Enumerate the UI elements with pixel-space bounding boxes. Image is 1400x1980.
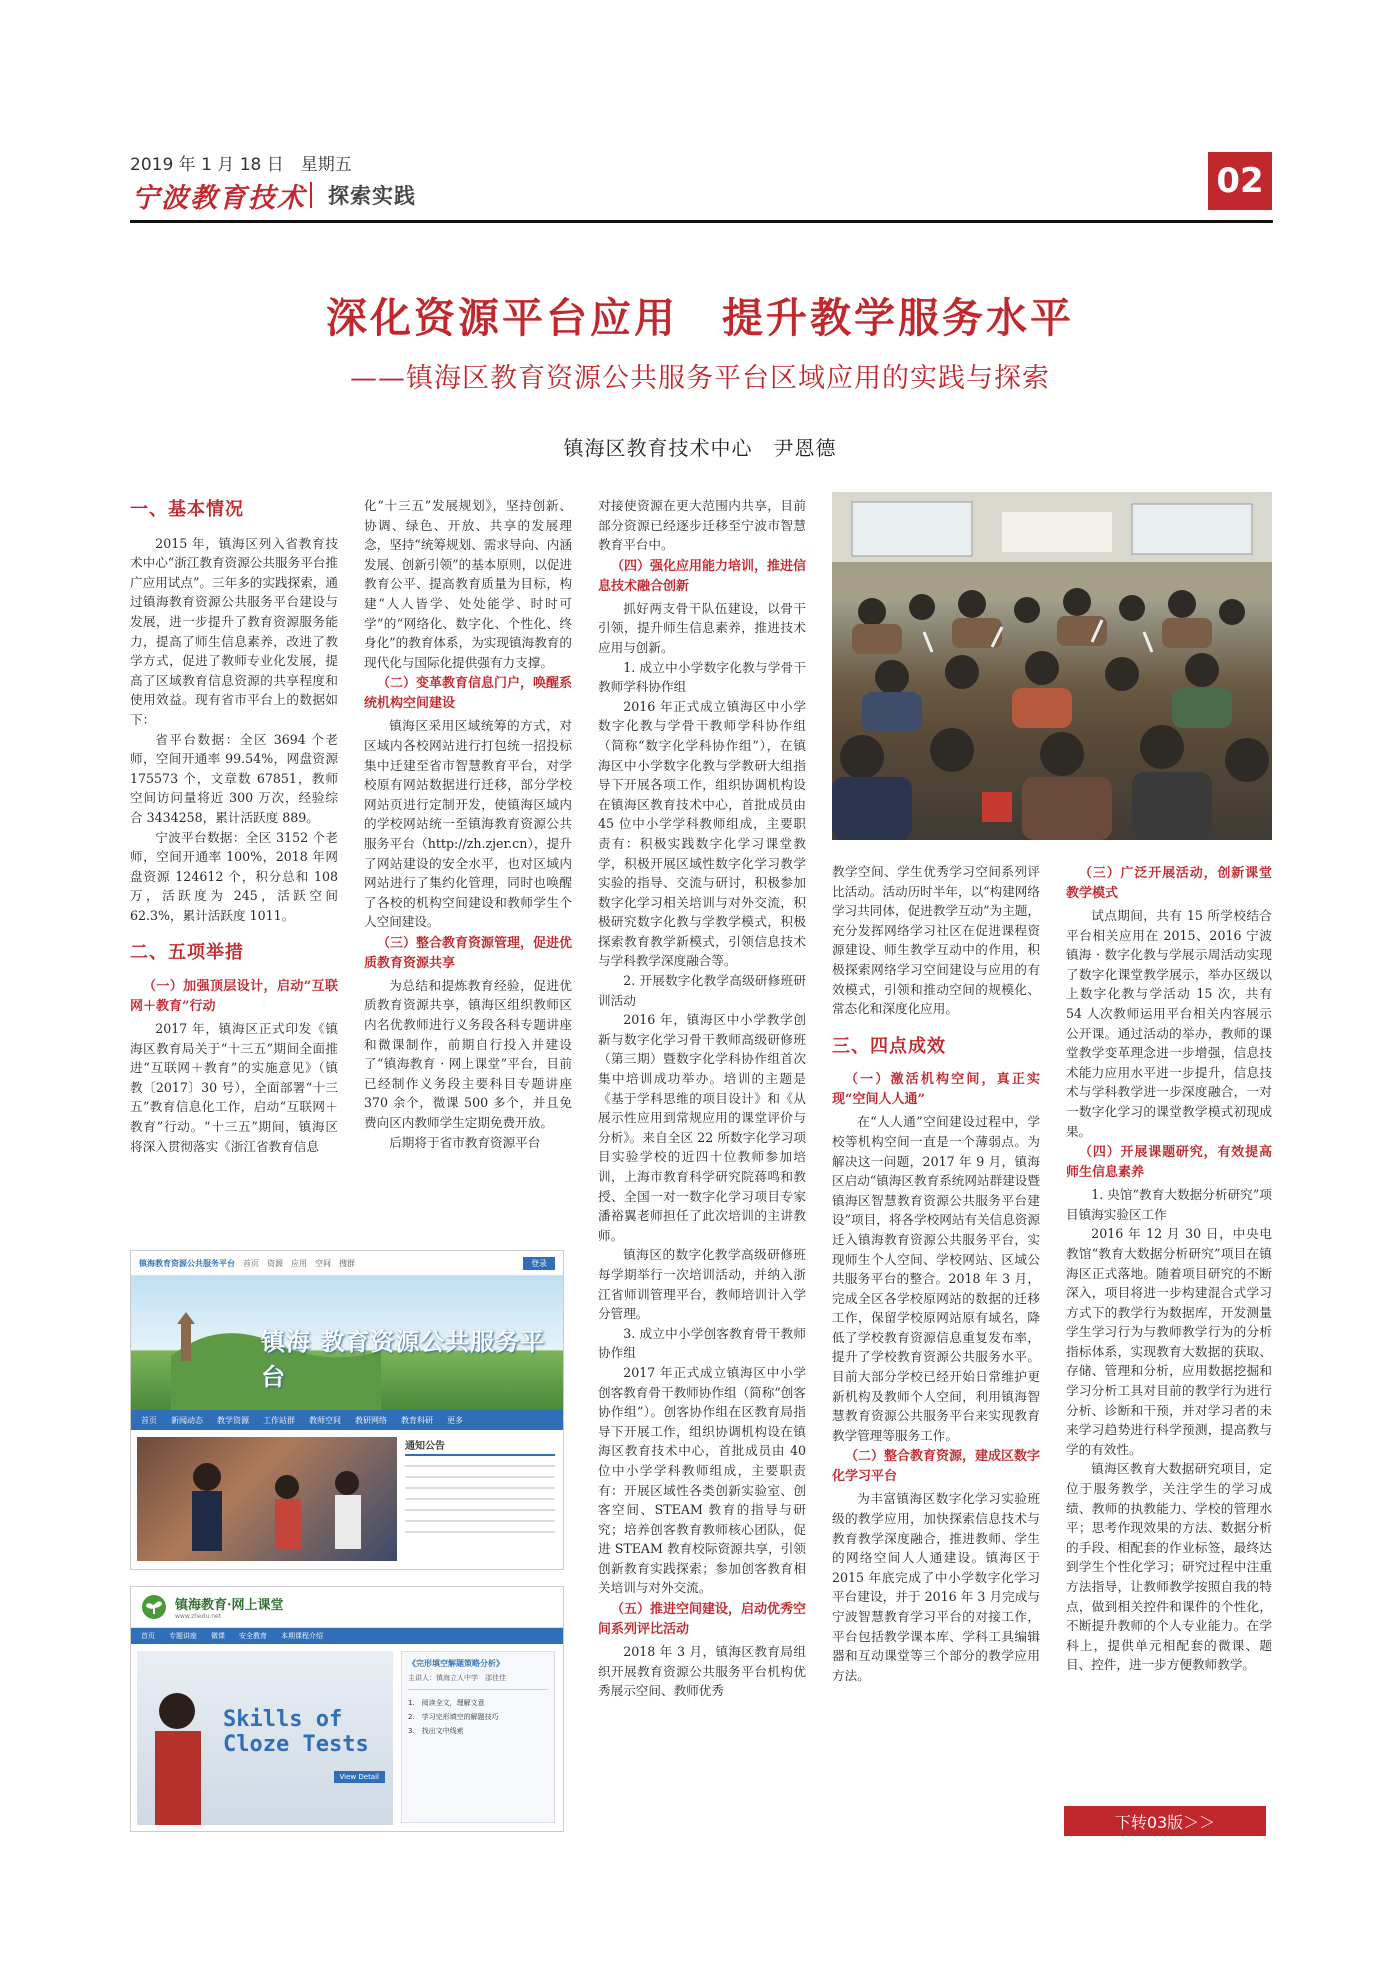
online-class-screenshot [130, 1586, 564, 1832]
notice-line[interactable] [405, 1520, 555, 1522]
course-title: 《完形填空解题策略分析》 [408, 1659, 504, 1668]
class-menu-item[interactable]: 本期课程介绍 [281, 1632, 323, 1640]
header-rule [130, 220, 1273, 223]
column-2 [364, 496, 572, 1152]
slide-title: Skills of Cloze Tests [223, 1707, 369, 1757]
subheading: （二）变革教育信息门户，唤醒系统机构空间建设 [364, 676, 573, 712]
paragraph: 在“人人通”空间建设过程中，学校等机构空间一直是一个薄弱点。为解决这一问题，2017 年 9 月，镇海区启动“镇海区教育系统网站群建设暨镇海区智慧教育资源公共服务平台建设”项目，将各学校网站有关信息资源迁入镇海教育资源公共服务平台，实现师生个人空间、学校网站、区域公共服务平台的整合。2018 年 3 月，完成全区各学校原网站的数据的迁移工作，保留学校原网站原有域名，降低了学校教育资源信息重复发布率，提升了学校教育资源公共服务水平。目前大部分学校已经开始日常维护更新机构及教师个人空间，利用镇海智慧教育资源公共服务平台来实现教育教学管理等服务工作。 [832, 1114, 1040, 1443]
portal-nav-item[interactable]: 应用 [291, 1258, 307, 1268]
page-number: 02 [1208, 152, 1272, 210]
portal-menu-item[interactable]: 新闻动态 [171, 1415, 203, 1425]
paragraph: 对接使资源在更大范围内共享，目前部分资源已经逐步迁移至宁波市智慧教育平台中。 [598, 498, 806, 553]
news-photo [137, 1437, 397, 1561]
portal-topbar [131, 1251, 563, 1276]
portal-menu-item[interactable]: 教研网络 [355, 1415, 387, 1425]
portal-name: 镇海教育资源公共服务平台 [139, 1258, 235, 1268]
portal-menu-item[interactable]: 更多 [447, 1415, 463, 1425]
paragraph: 试点期间，共有 15 所学校结合平台相关应用在 2015、2016 宁波镇海 · 数字化教与学展示周活动实现了数字化课堂教学展示，举办区级以上数字化教与学活动 15 次，共有 54 人次教师运用平台相关内容展示公开课。通过活动的举办，教师的课堂教学变革理念进一步增强，信息技术能力应用水平进一步提升，信息技术与学科教学进一步深度融合，一对一数字化学习的课堂教学模式初现成果。 [1066, 908, 1272, 1139]
class-menu-item[interactable]: 首页 [141, 1632, 155, 1640]
class-menu-item[interactable]: 专题讲座 [169, 1632, 197, 1640]
article-title: 深化资源平台应用 提升教学服务水平 [326, 294, 1074, 342]
heading-four-results: 三、四点成效 [832, 1035, 946, 1057]
paragraph: 教学空间、学生优秀学习空间系列评比活动。活动历时半年，以“构建网络学习共同体，促进教学互动”为主题，充分发挥网络学习社区在促进课程资源建设、师生教学互动中的作用，积极探索网络学习空间建设与应用的有效模式，引领和推动空间的规模化、常态化和深度化应用。 [832, 864, 1040, 1017]
newspaper-logo: 宁波教育技术 [132, 183, 306, 214]
class-menu-item[interactable]: 安全教育 [239, 1632, 267, 1640]
issue-date: 2019 年 1 月 18 日 星期五 [130, 155, 352, 175]
paragraph: 镇海区教育大数据研究项目，定位于服务教学，关注学生的学习成绩、教师的执教能力、学校的管理水平；思考作现效果的方法、数据分析的手段、相配套的作业标签，最终达到学生个性化学习；研究过程中注重方法指导，让教师教学按照自我的特点，做到相关控件和课件的个性化，不断提升教师的个人专业能力。在学科上，提供单元相配套的微课、题目、控件，进一步方便教师教学。 [1066, 1461, 1272, 1673]
portal-screenshot [130, 1250, 564, 1570]
notice-line[interactable] [405, 1509, 555, 1511]
paragraph: 2017 年正式成立镇海区中小学创客教育骨干教师协作组（简称“创客协作组”）。创客协作组在区教育局指导下开展工作，组织协调机构设在镇海区教育技术中心，首批成员由 40 位中小学学科教师组成，主要职责有：开展区域性各类创新实验室、创客空间、STEAM 教育的指导与研究；培养创客教育教师核心团队，促进 STEAM 教育校际资源共享，引领创新教育实践探索；参加创客教育相关培训与对外交流。 [598, 1364, 806, 1596]
portal-menu-item[interactable]: 工作站群 [263, 1415, 295, 1425]
paragraph: 1. 央馆“教育大数据分析研究”项目镇海实验区工作 [1066, 1187, 1272, 1222]
notice-title: 通知公告 [405, 1437, 555, 1456]
paragraph: 2016 年 12 月 30 日，中央电教馆“教育大数据分析研究”项目在镇海区正式落地。随着项目研究的不断深入，项目将进一步构建混合式学习方式下的教学行为数据库，开发测量学生学习行为与教师教学行为的分析指标体系，实现教育大数据的获取、存储、管理和分析，应用数据挖掘和学习分析工具对目前的教学行为进行分析、诊断和干预，并对学习者的未来学习趋势进行科学预测，提高教与学的有效性。 [1066, 1226, 1272, 1457]
view-detail-badge[interactable]: View Detail [334, 1771, 385, 1783]
paragraph: 2016 年正式成立镇海区中小学数字化教与学骨干教师学科协作组（简称“数字化学科协作组”），在镇海区中小学数字化教与学教研大组指导下开展各项工作，组织协调机构设在镇海区教育技术中心，首批成员由 45 位中小学学科教师组成，主要职责有：积极实践数字化学习课堂教学，积极开展区域性数字化学习教学实验的指导、交流与研讨，积极参加数字化学习相关培训与对外交流，积极研究数字化教与学教学模式，积极探索教育教学新模式，引领信息技术与学科教学深度融合等。 [598, 698, 806, 969]
paragraph: 2018 年 3 月，镇海区教育局组织开展教育资源公共服务平台机构优秀展示空间、教师优秀 [598, 1644, 806, 1699]
paragraph: 2016 年，镇海区中小学教学创新与数字化学习骨干教师高级研修班（第三期）暨数字化学科协作组首次集中培训成功举办。培训的主题是《基于学科思维的项目设计》和《从展示性应用到常规应用的课堂评价与分析》。来自全区 22 所数字化学习项目实验学校的近四十位教师参加培训，上海市教育科学研究院蒋鸣和教授、全国一对一数字化学习项目专家潘裕翼老师担任了此次培训的主讲教师。 [598, 1012, 806, 1243]
header-separator [310, 182, 312, 208]
portal-login-button[interactable]: 登录 [523, 1257, 555, 1270]
portal-banner [131, 1276, 563, 1410]
portal-nav-item[interactable]: 搜群 [339, 1258, 355, 1268]
notice-line[interactable] [405, 1476, 555, 1478]
course-panel [401, 1651, 555, 1823]
portal-menu-item[interactable]: 首页 [141, 1415, 157, 1425]
section-name: 探索实践 [328, 184, 416, 208]
sprout-logo-icon [141, 1594, 167, 1620]
column-3 [598, 496, 806, 1701]
notice-list [405, 1465, 555, 1533]
paragraph: 宁波平台数据：全区 3152 个老师，空间开通率 100%，2018 年网盘资源 124612 个，积分总和 108 万，活跃度为 245，活跃空间 62.3%，累计活跃度 1011。 [130, 829, 338, 923]
portal-nav-item[interactable]: 资源 [267, 1258, 283, 1268]
subheading: （一）加强顶层设计，启动“互联网＋教育”行动 [130, 979, 338, 1015]
classroom-photo [832, 492, 1272, 840]
column-1 [130, 496, 338, 1156]
portal-menu-item[interactable]: 教学资源 [217, 1415, 249, 1425]
notice-line[interactable] [405, 1487, 555, 1489]
column-5 [1066, 862, 1272, 1675]
portal-menu-item[interactable]: 教育科研 [401, 1415, 433, 1425]
portal-nav-item[interactable]: 首页 [243, 1258, 259, 1268]
paragraph: 2. 开展数字化教学高级研修班研训活动 [598, 973, 806, 1008]
class-site-url: www.zhedu.net [175, 1613, 222, 1620]
paragraph: 省平台数据：全区 3694 个老师，空间开通率 99.54%，网盘资源 175573 个，文章数 67851，教师空间访问量将近 300 万次，经验综合 3434258，累计活跃度 889。 [130, 731, 338, 825]
subheading: （四）开展课题研究，有效提高师生信息素养 [1066, 1145, 1272, 1181]
paragraph: 镇海区的数字化教学高级研修班每学期举行一次培训活动，并纳入浙江省师训管理平台，教师培训计入学分管理。 [598, 1247, 806, 1322]
subheading: （四）强化应用能力培训，推进信息技术融合创新 [598, 558, 807, 594]
paragraph: 为丰富镇海区数字化学习实验班级的教学应用，加快探索信息技术与教育教学深度融合，推进教师、学生的网络空间人人通建设。镇海区于 2015 年底完成了中小学数字化学习平台建设，并于 2016 年 3 月完成与宁波智慧教育学习平台的对接工作，平台包括教学课本库、学科工具编辑器和互动课堂等三个部分的教学应用方法。 [832, 1491, 1040, 1683]
portal-menu-item[interactable]: 教师空间 [309, 1415, 341, 1425]
video-player[interactable] [137, 1651, 393, 1825]
heading-five-measures: 二、五项举措 [130, 942, 244, 964]
course-outline-item: 2. 学习完形填空的解题技巧 [408, 1713, 499, 1721]
course-speaker: 主讲人：镇海立人中学 邵佳佳 [408, 1674, 506, 1682]
notice-line[interactable] [405, 1531, 555, 1533]
banner-title: 镇海 教育资源公共服务平台 [261, 1328, 546, 1391]
class-menu-item[interactable]: 微课 [211, 1632, 225, 1640]
portal-nav-item[interactable]: 空间 [315, 1258, 331, 1268]
article-author: 镇海区教育技术中心 尹恩德 [563, 436, 837, 460]
class-menu-bar [131, 1628, 563, 1644]
notice-line[interactable] [405, 1465, 555, 1467]
article-subtitle: ——镇海区教育资源公共服务平台区域应用的实践与探索 [350, 363, 1050, 394]
paragraph: 后期将于省市教育资源平台 [389, 1134, 541, 1150]
class-site-header [131, 1587, 563, 1628]
notice-line[interactable] [405, 1498, 555, 1500]
paragraph: 2015 年，镇海区列入省教育技术中心“浙江教育资源公共服务平台推广应用试点”。三年多的实践探索，通过镇海教育资源公共服务平台建设与发展，进一步提升了教育资源服务能力，提高了师生信息素养，改进了教学方式，促进了教师专业化发展，提高了区域教育信息资源的共享程度和使用效益。现有省市平台上的数据如下： [130, 535, 338, 727]
subheading: （二）整合教育资源，建成区数字化学习平台 [832, 1449, 1041, 1485]
course-outline-item: 3. 找出文中线索 [408, 1727, 464, 1735]
subheading: （三）广泛开展活动，创新课堂教学模式 [1066, 866, 1272, 901]
portal-menu-bar [131, 1410, 563, 1430]
notice-panel [405, 1437, 555, 1561]
paragraph: 镇海区采用区域统筹的方式，对区域内各校网站进行打包统一招投标集中迁建至省市智慧教育平台，对学校原有网站数据进行迁移，部分学校网站页进行定制开发，使镇海区域内的学校网站统一至镇海教育资源公共服务平台（http://zh.zjer.cn），提升了网站建设的安全水平，也对区域内网站进行了集约化管理，同时也唤醒了各校的机构空间建设和教师学生个人空间建设。 [364, 718, 572, 930]
course-outline [408, 1689, 548, 1738]
subheading: （一）激活机构空间，真正实现“空间人人通” [832, 1072, 1040, 1108]
classroom-scene [832, 492, 1272, 840]
news-photo-scene [137, 1437, 397, 1561]
paragraph: 为总结和提炼教育经验，促进优质教育资源共享，镇海区组织教师区内名优教师进行义务段各科专题讲座和微课制作，前期自行投入并建设了“镇海教育 · 网上课堂”平台，目前已经制作义务段主要科目专题讲座 370 余个，微课 500 多个，并且免费向区内教师学生定期免费开放。 [364, 977, 572, 1131]
paragraph: 化“十三五”发展规划》，坚持创新、协调、绿色、开放、共享的发展理念，坚持“统筹规划、需求导向、内涵发展、创新引领”的基本原则，以促进教育公平、提高教育质量为目标，构建“人人皆学、处处能学、时时可学”的“网络化、数字化、个性化、终身化”的教育体系，为实现镇海教育的现代化与国际化提供强有力支撑。 [364, 498, 572, 670]
column-4 [832, 862, 1040, 1685]
course-outline-item: 1. 阅读全文，理解文意 [408, 1699, 485, 1707]
subheading: （五）推进空间建设，启动优秀空间系列评比活动 [598, 1602, 807, 1638]
paragraph: 2017 年，镇海区正式印发《镇海区教育局关于“十三五”期间全面推进“互联网＋教育”的实施意见》（镇教〔2017〕30 号），全面部署“十三五”教育信息化工作，启动“互联网＋教育”行动。“十三五”期间，镇海区将深入贯彻落实《浙江省教育信息 [130, 1021, 338, 1154]
heading-basic-info: 一、基本情况 [130, 499, 244, 520]
subheading: （三）整合教育资源管理，促进优质教育资源共享 [364, 935, 573, 971]
paragraph: 1. 成立中小学数字化教与学骨干教师学科协作组 [598, 659, 806, 695]
paragraph: 抓好两支骨干队伍建设，以骨干引领，提升师生信息素养，推进技术应用与创新。 [598, 600, 806, 655]
class-site-logo: 镇海教育·网上课堂 [175, 1598, 284, 1613]
continued-next-page-button[interactable]: 下转03版＞＞ [1064, 1806, 1266, 1836]
paragraph: 3. 成立中小学创客教育骨干教师协作组 [598, 1325, 806, 1361]
